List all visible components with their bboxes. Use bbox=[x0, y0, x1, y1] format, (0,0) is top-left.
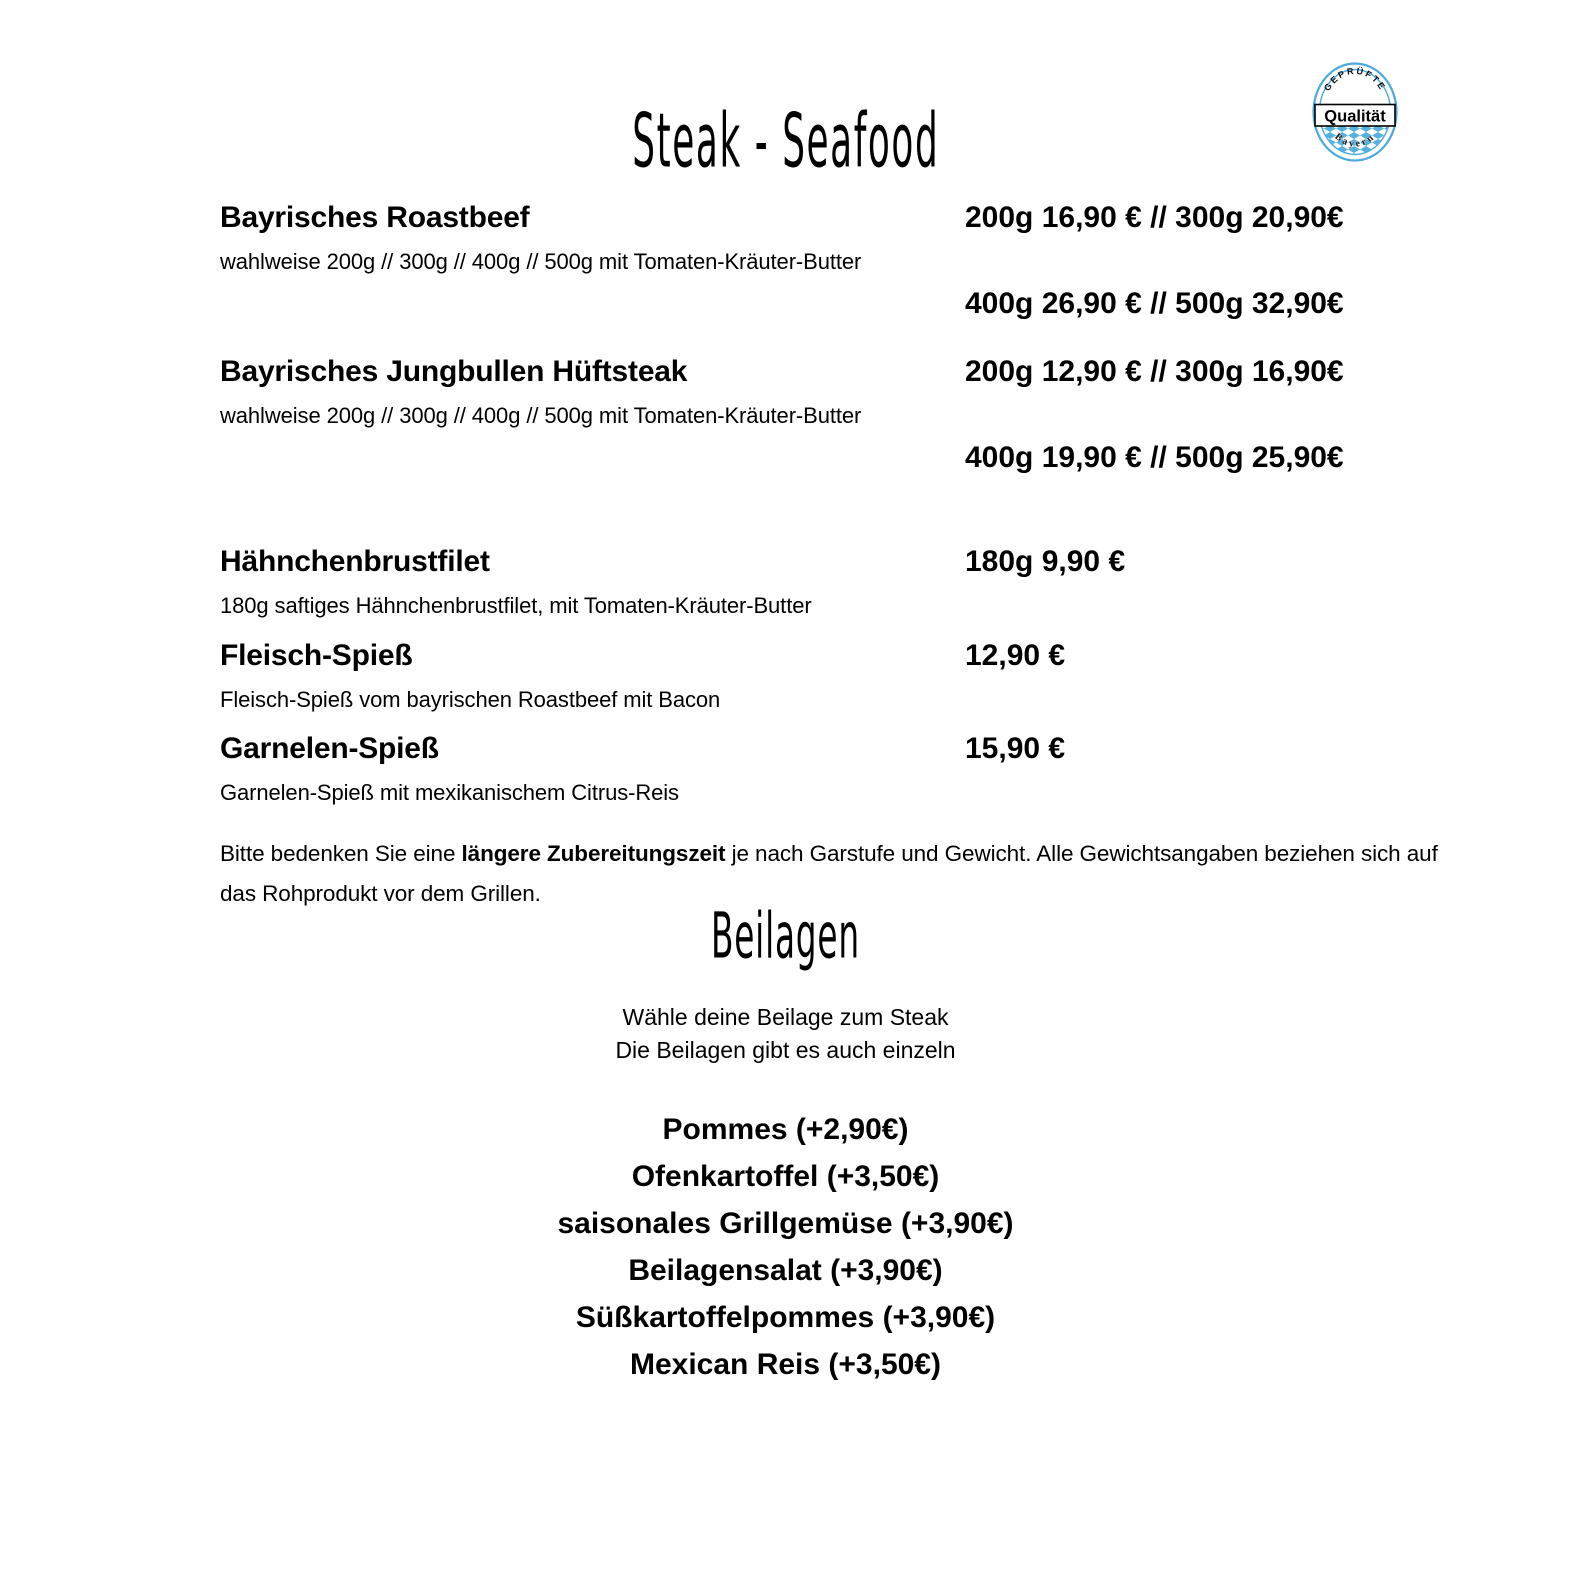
item-name: Bayrisches Roastbeef bbox=[220, 201, 530, 234]
menu-item-roastbeef bbox=[220, 198, 1400, 320]
side-item: Mexican Reis (+3,50€) bbox=[629, 1348, 941, 1381]
quality-seal-logo bbox=[1312, 62, 1398, 162]
item-description: Garnelen-Spieß mit mexikanischem Citrus-Reis bbox=[220, 780, 679, 805]
item-name: Bayrisches Jungbullen Hüftsteak bbox=[220, 355, 688, 388]
seal-band-text: Qualität bbox=[1324, 107, 1386, 126]
item-prices bbox=[965, 198, 1344, 324]
item-prices bbox=[965, 352, 1344, 478]
sides-heading bbox=[0, 899, 1571, 973]
price-line: 400g 19,90 € // 500g 25,90€ bbox=[965, 441, 1344, 474]
note-bold-text: längere Zubereitungszeit bbox=[461, 841, 726, 866]
sides-subtitle-line: Wähle deine Beilage zum Steak bbox=[622, 1004, 949, 1030]
price-line: 400g 26,90 € // 500g 32,90€ bbox=[965, 287, 1344, 320]
side-item: Süßkartoffelpommes (+3,90€) bbox=[575, 1301, 996, 1334]
side-item: saisonales Grillgemüse (+3,90€) bbox=[557, 1207, 1014, 1240]
item-prices bbox=[965, 729, 1065, 769]
item-prices bbox=[965, 636, 1065, 676]
menu-item-haehnchenbrustfilet bbox=[220, 542, 1400, 621]
item-description: 180g saftiges Hähnchenbrustfilet, mit Tomaten-Kräuter-Butter bbox=[220, 593, 812, 618]
menu-item-hueftsteak bbox=[220, 352, 1400, 474]
price-line: 15,90 € bbox=[965, 732, 1066, 765]
price-line: 180g 9,90 € bbox=[965, 545, 1126, 578]
item-description: wahlweise 200g // 300g // 400g // 500g mit Tomaten-Kräuter-Butter bbox=[220, 403, 862, 428]
item-prices bbox=[965, 542, 1125, 582]
sides-list bbox=[0, 1106, 1571, 1388]
seal-arc-bottom-text: Bayern bbox=[1332, 131, 1378, 150]
item-name: Fleisch-Spieß bbox=[220, 639, 413, 672]
note-text: je nach Garstufe und Gewicht. Alle Gewichtsangaben beziehen sich auf das Rohprodukt vor dem Grillen. bbox=[220, 841, 1438, 906]
menu-item-fleisch-spiess bbox=[220, 636, 1400, 715]
note-text: Bitte bedenken Sie eine bbox=[220, 841, 462, 866]
item-description: Fleisch-Spieß vom bayrischen Roastbeef mit Bacon bbox=[220, 687, 721, 712]
menu-item-garnelen-spiess bbox=[220, 729, 1400, 808]
side-item: Ofenkartoffel (+3,50€) bbox=[631, 1160, 940, 1193]
side-item: Pommes (+2,90€) bbox=[662, 1113, 909, 1146]
sides-heading-text: Beilagen bbox=[711, 899, 860, 973]
page-title-text: Steak - Seafood bbox=[631, 97, 939, 185]
item-name: Garnelen-Spieß bbox=[220, 732, 439, 765]
price-line: 200g 16,90 € // 300g 20,90€ bbox=[965, 201, 1344, 234]
seal-arc-top-text: GEPRÜFTE bbox=[1321, 65, 1389, 93]
sides-subtitle-line: Die Beilagen gibt es auch einzeln bbox=[615, 1037, 956, 1063]
sides-subtitle bbox=[0, 1001, 1571, 1067]
price-line: 12,90 € bbox=[965, 639, 1066, 672]
side-item: Beilagensalat (+3,90€) bbox=[628, 1254, 943, 1287]
price-line: 200g 12,90 € // 300g 16,90€ bbox=[965, 355, 1344, 388]
item-description: wahlweise 200g // 300g // 400g // 500g mit Tomaten-Kräuter-Butter bbox=[220, 249, 862, 274]
item-name: Hähnchenbrustfilet bbox=[220, 545, 490, 578]
